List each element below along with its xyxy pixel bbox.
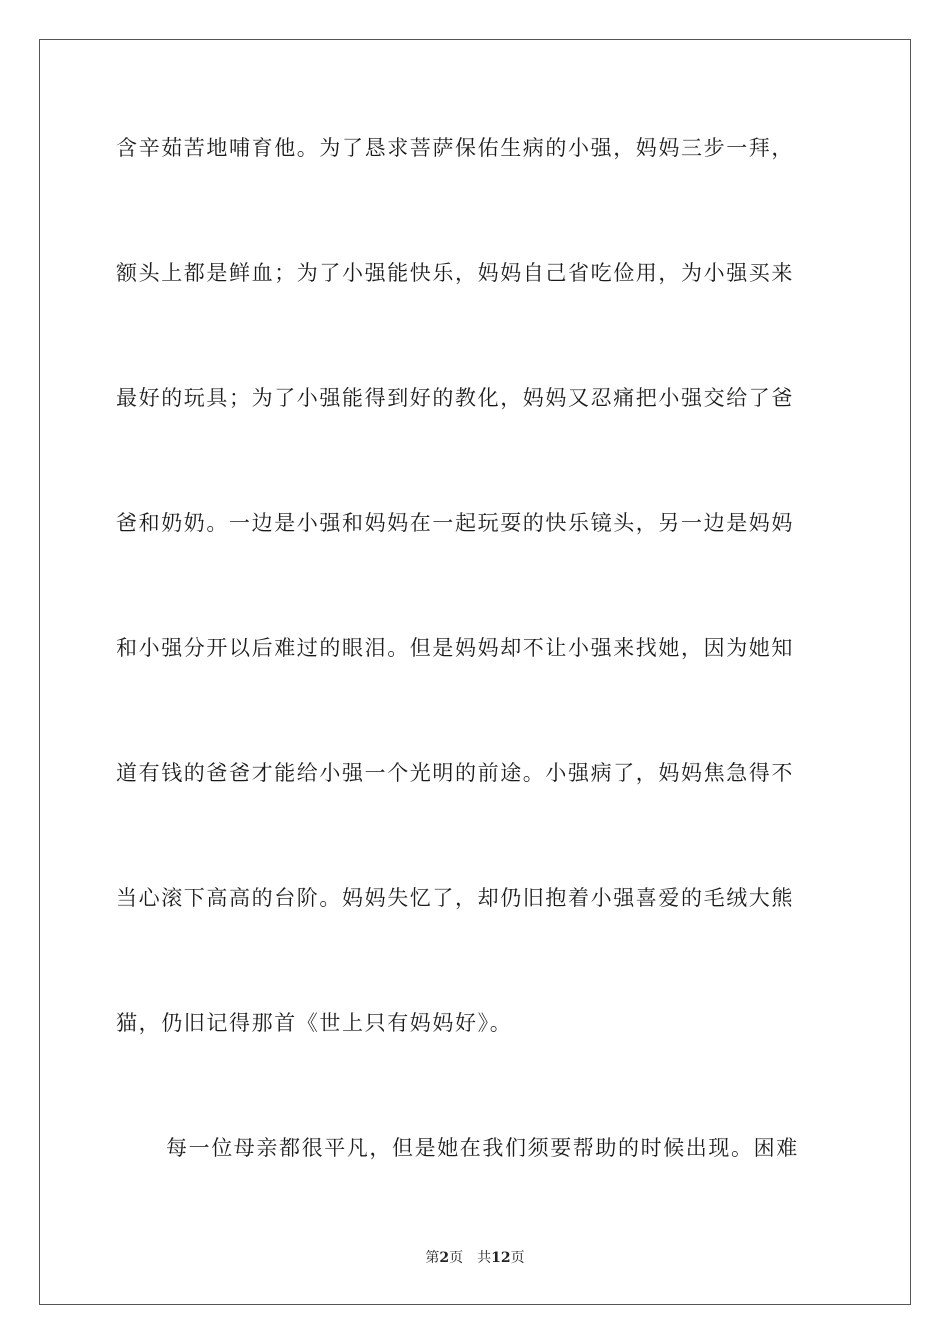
text-line: 猫，仍旧记得那首《世上只有妈妈好》。: [116, 1011, 513, 1035]
text-line: 和小强分开以后难过的眼泪。但是妈妈却不让小强来找她，因为她知: [116, 636, 794, 660]
text-line: 含辛茹苦地哺育他。为了恳求菩萨保佑生病的小强，妈妈三步一拜，: [116, 136, 794, 160]
total-page-count: 12: [491, 1250, 511, 1266]
paragraph-start-line: 每一位母亲都很平凡，但是她在我们须要帮助的时候出现。困难: [166, 1136, 799, 1160]
text-line: 额头上都是鲜血；为了小强能快乐，妈妈自己省吃俭用，为小强买来: [116, 261, 794, 285]
text-line: 爸和奶奶。一边是小强和妈妈在一起玩耍的快乐镜头，另一边是妈妈: [116, 511, 794, 535]
page-footer: [0, 1247, 950, 1267]
total-suffix: 页: [510, 1250, 525, 1266]
document-body: [116, 108, 836, 1233]
page-suffix: 页: [449, 1250, 464, 1266]
text-line: 最好的玩具；为了小强能得到好的教化，妈妈又忍痛把小强交给了爸: [116, 386, 794, 410]
text-line: 当心滚下高高的台阶。妈妈失忆了，却仍旧抱着小强喜爱的毛绒大熊: [116, 886, 794, 910]
page-prefix: 第: [425, 1250, 440, 1266]
current-page-number: 2: [439, 1250, 450, 1266]
total-prefix: 共: [477, 1250, 492, 1266]
text-line: 道有钱的爸爸才能给小强一个光明的前途。小强病了，妈妈焦急得不: [116, 761, 794, 785]
